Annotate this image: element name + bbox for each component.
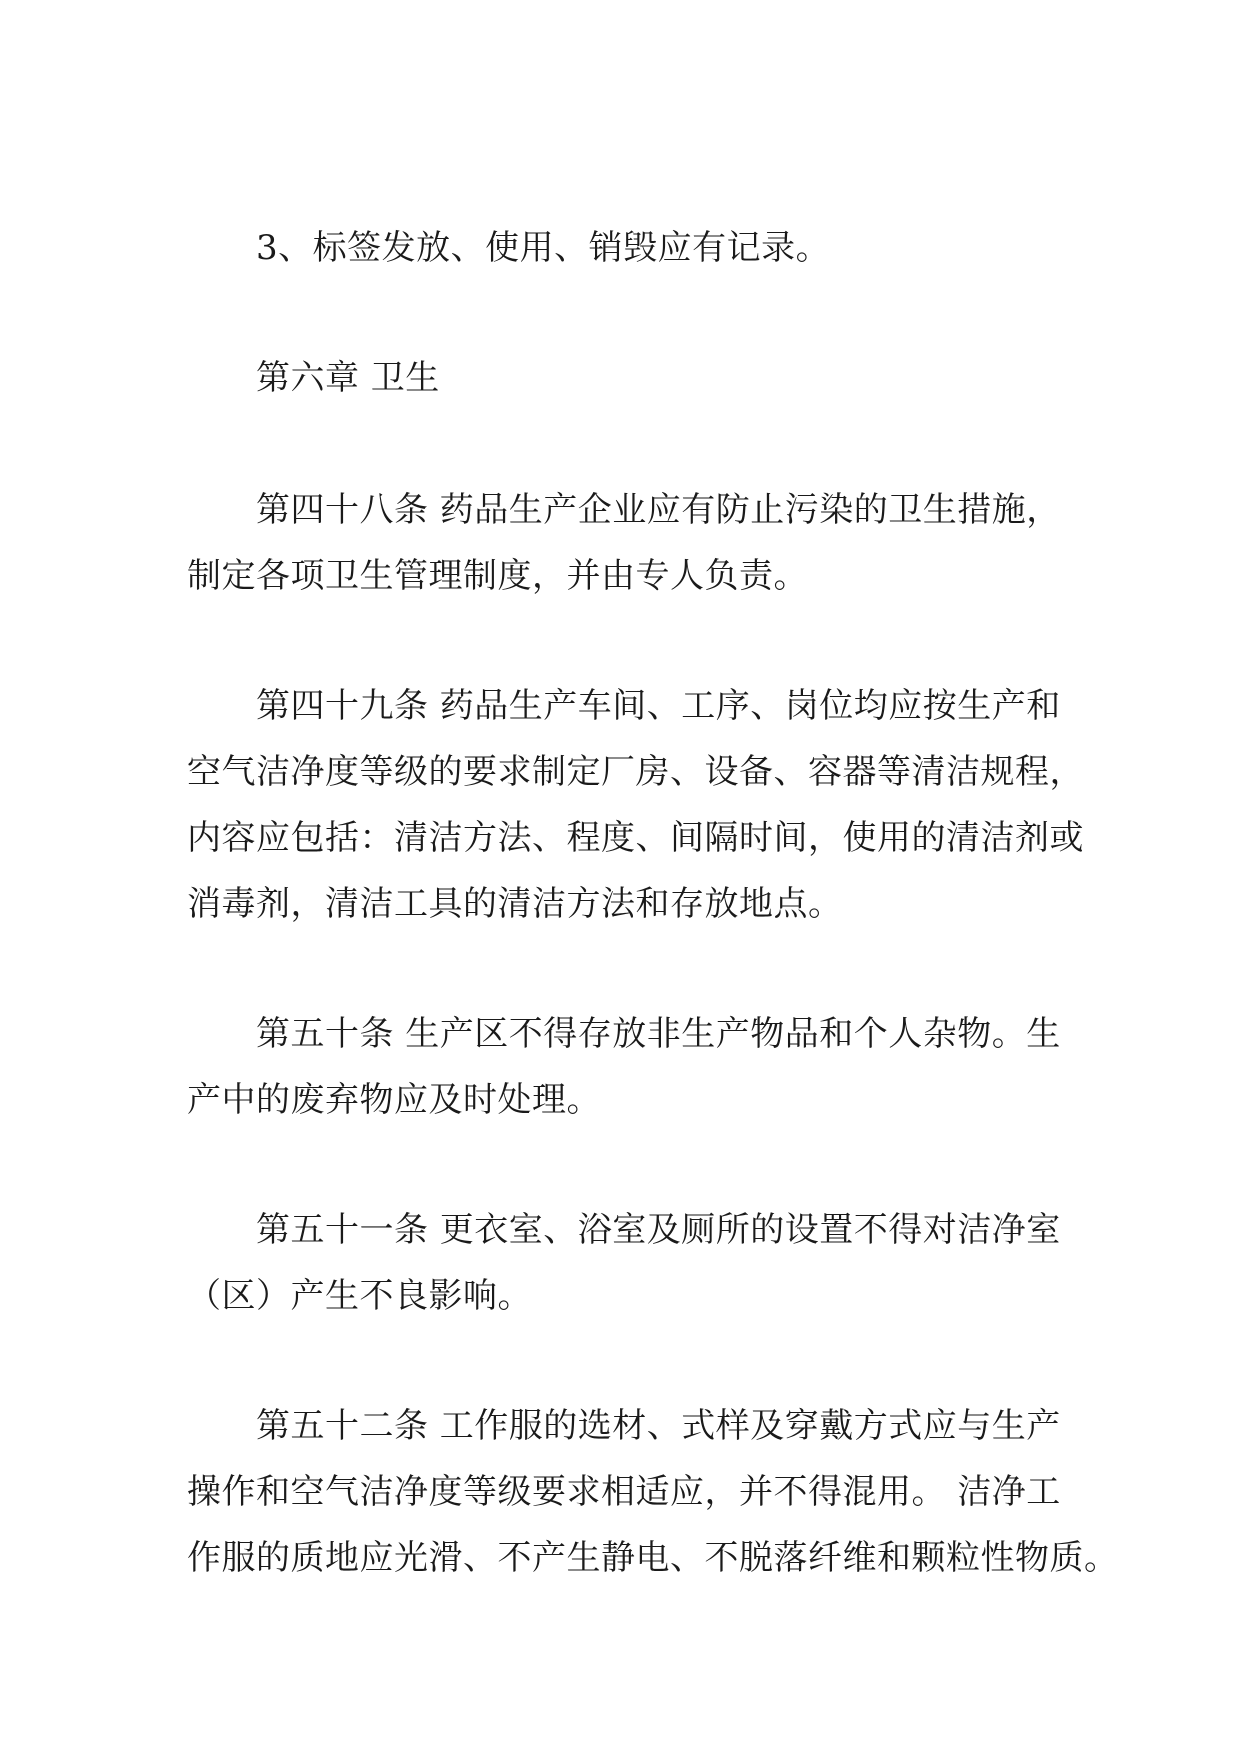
article-48-line-1: 第四十八条 药品生产企业应有防止污染的卫生措施， bbox=[256, 490, 1061, 530]
article-48-line-2: 制定各项卫生管理制度，并由专人负责。 bbox=[187, 556, 808, 596]
list-item-label-record: 3、标签发放、使用、销毁应有记录。 bbox=[256, 228, 831, 268]
chapter-heading: 第六章 卫生 bbox=[256, 358, 440, 398]
article-49-line-2: 空气洁净度等级的要求制定厂房、设备、容器等清洁规程， bbox=[187, 752, 1084, 792]
article-49-line-4: 消毒剂，清洁工具的清洁方法和存放地点。 bbox=[187, 884, 843, 924]
article-52-line-2: 操作和空气洁净度等级要求相适应，并不得混用。 洁净工 bbox=[187, 1472, 1061, 1512]
article-52-line-3: 作服的质地应光滑、不产生静电、不脱落纤维和颗粒性物质。 bbox=[187, 1538, 1119, 1578]
article-49-line-3: 内容应包括：清洁方法、程度、间隔时间，使用的清洁剂或 bbox=[187, 818, 1084, 858]
article-50-line-2: 产中的废弃物应及时处理。 bbox=[187, 1080, 601, 1120]
article-51-line-1: 第五十一条 更衣室、浴室及厕所的设置不得对洁净室 bbox=[256, 1210, 1061, 1250]
article-51-line-2: （区）产生不良影响。 bbox=[187, 1276, 532, 1316]
article-49-line-1: 第四十九条 药品生产车间、工序、岗位均应按生产和 bbox=[256, 686, 1061, 726]
article-52-line-1: 第五十二条 工作服的选材、式样及穿戴方式应与生产 bbox=[256, 1406, 1061, 1446]
article-50-line-1: 第五十条 生产区不得存放非生产物品和个人杂物。生 bbox=[256, 1014, 1061, 1054]
